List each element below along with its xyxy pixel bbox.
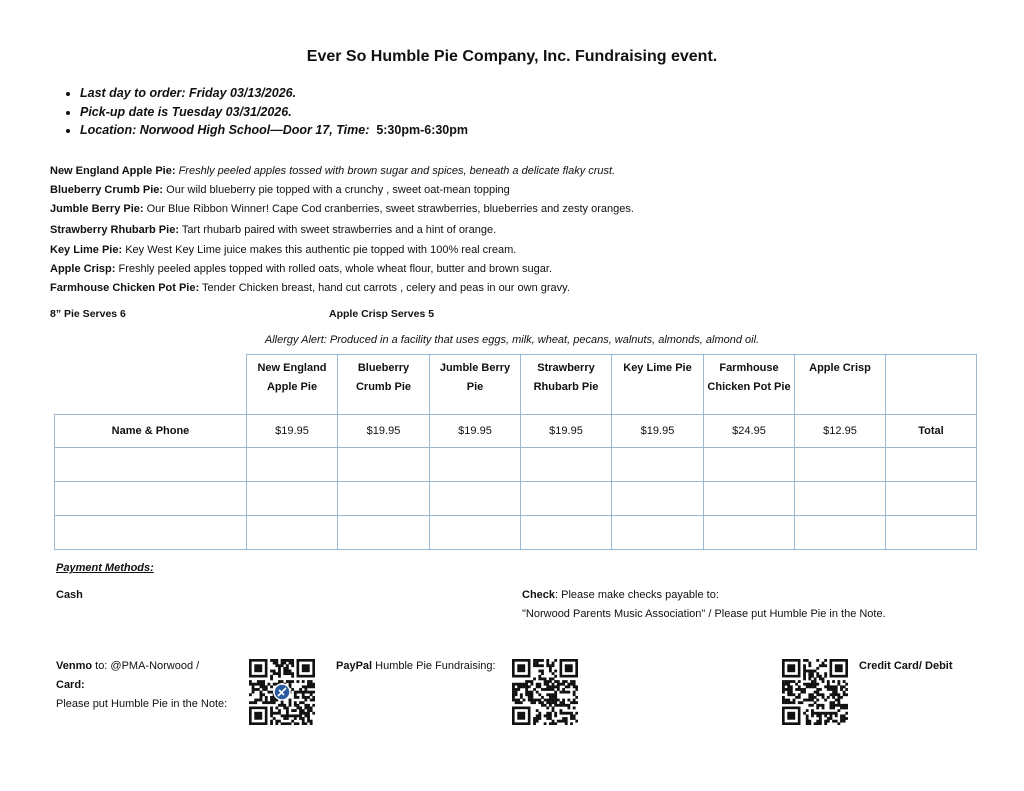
payment-methods-heading: Payment Methods: [56,562,154,574]
order-cell[interactable] [612,448,704,482]
order-cell[interactable] [247,482,338,516]
order-cell[interactable] [521,482,612,516]
credit-card-qr-code[interactable] [782,659,848,725]
column-header: Farmhouse Chicken Pot Pie [704,355,795,415]
page-title: Ever So Humble Pie Company, Inc. Fundraising event. [306,48,718,65]
order-cell[interactable] [886,448,977,482]
pickup-location: • Location: Norwood High School—Door 17, Time: 5:30pm-6:30pm [80,121,468,140]
cash-label: Cash [56,589,83,601]
table-header-row [55,355,977,415]
pickup-date: • Pick-up date is Tuesday 03/31/2026. [80,103,468,122]
order-cell[interactable] [795,482,886,516]
order-cell[interactable] [704,482,795,516]
venmo-qr-code[interactable] [249,659,315,725]
order-cell[interactable] [338,448,430,482]
order-cell[interactable] [55,516,247,550]
order-cell[interactable] [521,516,612,550]
column-header: Apple Crisp [795,355,886,415]
pie-description: Blueberry Crumb Pie: Our wild blueberry pie topped with a crunchy , sweet oat-mean topping [50,184,510,196]
order-cell[interactable] [704,448,795,482]
column-header: Key Lime Pie [612,355,704,415]
order-cell[interactable] [795,448,886,482]
order-cell[interactable] [886,482,977,516]
order-cell[interactable] [55,448,247,482]
price-row [55,415,977,448]
order-cell[interactable] [521,448,612,482]
order-cell[interactable] [612,516,704,550]
column-header [886,355,977,415]
price-cell: $12.95 [795,415,886,448]
table-row [55,482,977,516]
column-header: Blueberry Crumb Pie [338,355,430,415]
pie-serving-size: 8” Pie Serves 6 [50,308,126,320]
order-table [54,354,977,550]
pie-description: Farmhouse Chicken Pot Pie: Tender Chicken breast, hand cut carrots , celery and peas in our own gravy. [50,282,570,294]
pie-description: Strawberry Rhubarb Pie: Tart rhubarb paired with sweet strawberries and a hint of orange. [50,224,497,236]
order-cell[interactable] [430,516,521,550]
name-phone-label: Name & Phone [55,415,247,448]
order-cell[interactable] [612,482,704,516]
table-row [55,448,977,482]
order-cell[interactable] [704,516,795,550]
column-header: New England Apple Pie [247,355,338,415]
column-header: Strawberry Rhubarb Pie [521,355,612,415]
order-cell[interactable] [338,516,430,550]
order-cell[interactable] [430,482,521,516]
pie-description: Key Lime Pie: Key West Key Lime juice makes this authentic pie topped with 100% real cream. [50,244,517,256]
paypal-info: PayPal Humble Pie Fundraising: [336,660,496,672]
price-cell: $19.95 [612,415,704,448]
order-cell[interactable] [247,516,338,550]
order-deadline: • Last day to order: Friday 03/13/2026. [80,84,468,103]
pie-description: New England Apple Pie: Freshly peeled apples tossed with brown sugar and spices, beneath a delicate flaky crust. [50,165,616,177]
allergy-alert: Allergy Alert: Produced in a facility that uses eggs, milk, wheat, pecans, walnuts, almonds, almond oil. [264,334,760,346]
order-cell[interactable] [55,482,247,516]
pickup-time: 5:30pm-6:30pm [376,123,469,137]
crisp-serving-size: Apple Crisp Serves 5 [329,308,435,320]
order-cell[interactable] [886,516,977,550]
paypal-qr-code[interactable] [512,659,578,725]
order-cell[interactable] [338,482,430,516]
check-info: Check: Please make checks payable to: "Norwood Parents Music Association" / Please put Humble Pie in the Note. [522,589,886,620]
price-cell: $19.95 [430,415,521,448]
table-row [55,516,977,550]
order-cell[interactable] [247,448,338,482]
price-cell: $19.95 [521,415,612,448]
venmo-info: Venmo to: @PMA-Norwood / Card: Please put Humble Pie in the Note: [56,660,228,710]
credit-card-label: Credit Card/ Debit [859,660,953,672]
event-details-list [58,84,468,140]
pie-description: Jumble Berry Pie: Our Blue Ribbon Winner! Cape Cod cranberries, sweet strawberries, blueberries and zesty oranges. [50,203,634,215]
column-header: Jumble Berry Pie [430,355,521,415]
pie-description: Apple Crisp: Freshly peeled apples topped with rolled oats, whole wheat flour, butter and brown sugar. [50,263,553,275]
order-cell[interactable] [430,448,521,482]
price-cell: $24.95 [704,415,795,448]
total-label: Total [886,415,977,448]
price-cell: $19.95 [338,415,430,448]
price-cell: $19.95 [247,415,338,448]
order-cell[interactable] [795,516,886,550]
